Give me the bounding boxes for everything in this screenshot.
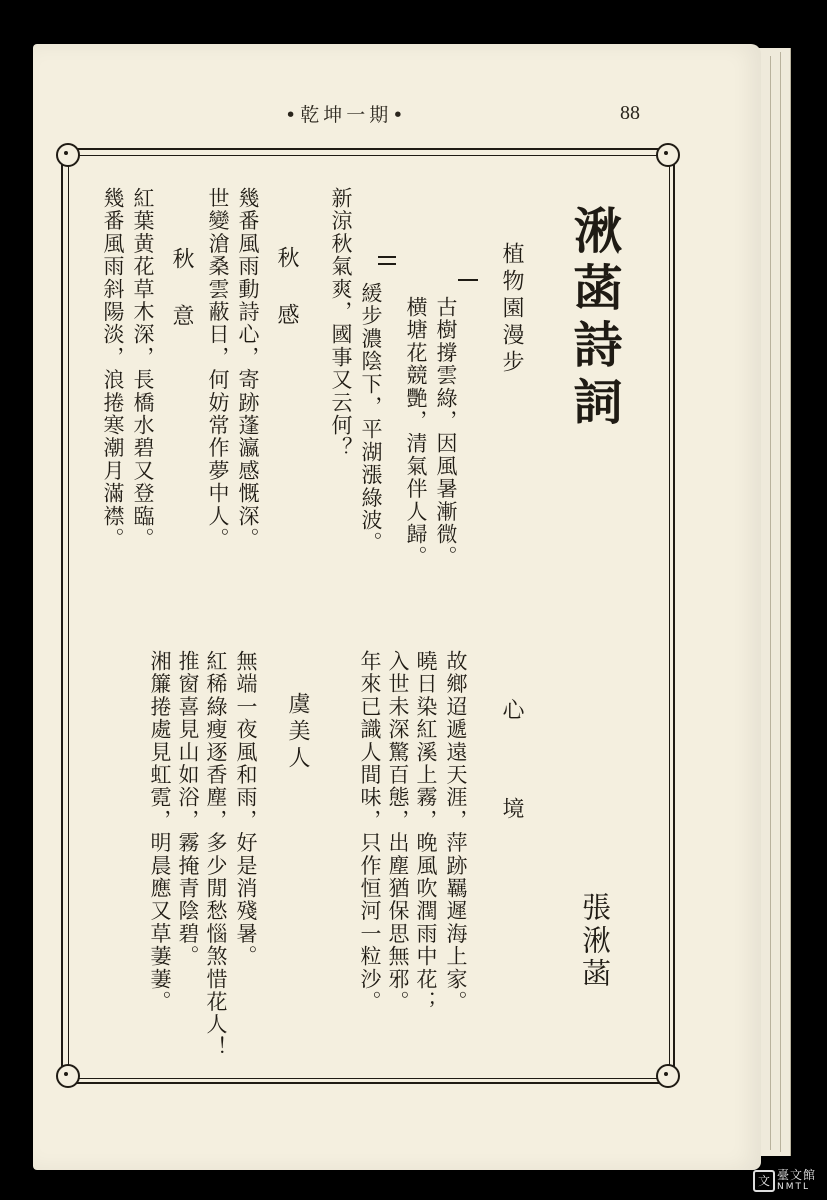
- poem-title: 秋 意: [169, 247, 194, 331]
- watermark-logo-icon: 文: [753, 1170, 775, 1192]
- section-number-mark: [378, 263, 396, 265]
- poem-line: 入世未深驚百態，出塵猶保思無邪。: [386, 650, 410, 1014]
- column-title: 湫菡詩詞: [566, 205, 623, 433]
- poem-line: 幾番風雨動詩心，寄跡蓬瀛感慨深。: [236, 187, 260, 551]
- corner-ornament-icon: [56, 143, 80, 167]
- author-name: 張湫菡: [578, 892, 612, 991]
- corner-ornament-icon: [56, 1064, 80, 1088]
- poem-line: 新涼秋氣爽，國事又云何？: [329, 187, 353, 460]
- poem-line: 曉日染紅溪上霧，晚風吹潤雨中花；: [414, 650, 438, 1014]
- poem-line: 無端一夜風和雨，好是消殘暑。: [234, 650, 258, 968]
- poem-title: 秋 感: [274, 246, 299, 330]
- poem-line: 紅葉黄花草木深，長橋水碧又登臨。: [131, 187, 155, 551]
- watermark-name: 臺文館: [777, 1168, 817, 1182]
- poem-line: 湘簾捲處見虹霓，明晨應又草萋萋。: [148, 650, 172, 1014]
- poem-line: 横塘花競艷，清氣伴人歸。: [404, 296, 428, 569]
- poem-line: 緩步濃陰下，平湖漲綠波。: [359, 282, 383, 555]
- corner-ornament-icon: [656, 143, 680, 167]
- poem-line: 推窗喜見山如浴，霧掩青陰碧。: [176, 650, 200, 968]
- corner-ornament-icon: [656, 1064, 680, 1088]
- poem-line: 古樹撐雲綠，因風暑漸微。: [434, 296, 458, 569]
- poem-line: 故鄉迢遞遠天涯，萍跡羈遲海上家。: [444, 650, 468, 1014]
- section-number-mark: [458, 279, 478, 281]
- watermark-abbr: NMTL: [777, 1182, 811, 1192]
- poem-title: 植物園漫步: [499, 242, 524, 377]
- watermark: [753, 1166, 823, 1196]
- poem-title: 心 境: [499, 698, 524, 845]
- poem-line: 年來已識人間味，只作恒河一粒沙。: [358, 650, 382, 1014]
- poem-title: 虞美人: [285, 692, 310, 773]
- running-head: •乾坤一期•: [285, 104, 408, 126]
- poem-line: 幾番風雨斜陽淡，浪捲寒潮月滿襟。: [101, 187, 125, 551]
- page-number: 88: [620, 102, 640, 124]
- poem-line: 紅稀綠瘦逐香塵，多少閒愁惱煞惜花人！: [204, 650, 228, 1059]
- section-number-mark: [378, 256, 396, 258]
- poem-line: 世變滄桑雲蔽日，何妨常作夢中人。: [206, 187, 230, 551]
